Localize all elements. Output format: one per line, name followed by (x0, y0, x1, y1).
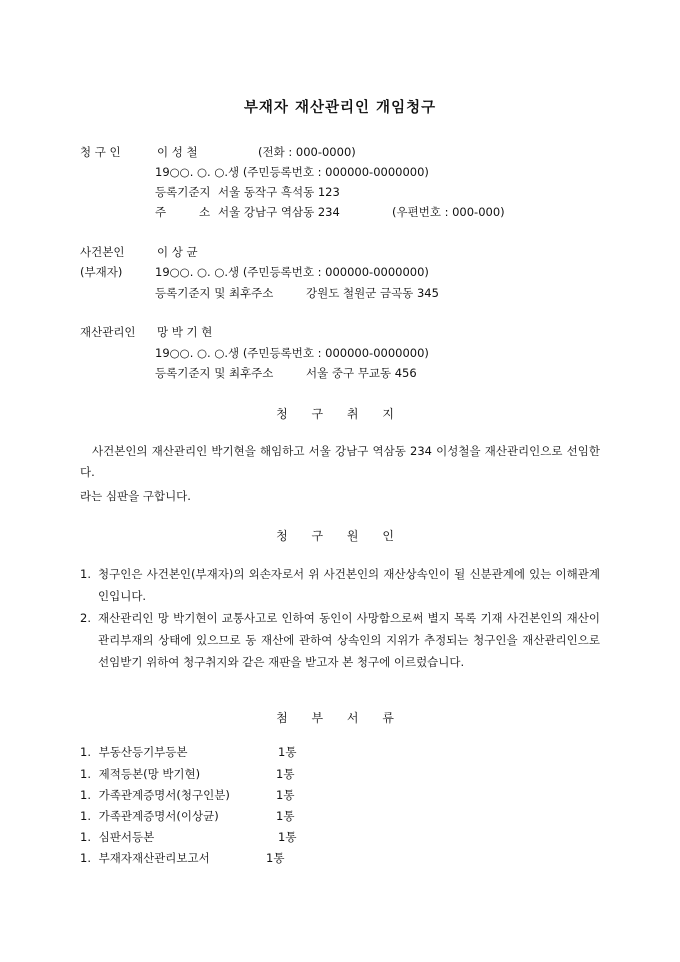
cause-item-number: 1. (80, 567, 91, 581)
administrator-birth: 19○○. ○. ○.생 (주민등록번호 : 000000-0000000) (155, 346, 429, 360)
attachment-item (80, 745, 297, 759)
attachment-number: 1. (80, 745, 91, 759)
purpose-paragraph: 사건본인의 재산관리인 박기현을 해임하고 서울 강남구 역삼동 234 이성철을 재산관리인으로 선임한다. (80, 444, 600, 479)
petitioner-phone: (전화 : 000-0000) (258, 145, 356, 159)
attachment-name: 부동산등기부등본 (98, 745, 188, 759)
attachment-count: 1통 (276, 767, 295, 781)
attachment-name: 부재자재산관리보고서 (98, 851, 210, 865)
attachment-count: 1통 (276, 809, 295, 823)
attachment-item (80, 809, 295, 823)
cause-item-text: 재산관리인 망 박기현이 교통사고로 인하여 동인이 사망함으로써 별지 목록 기재 사건본인의 재산이 관리부재의 상태에 있으므로 동 재산에 관하여 상속인의 지위가 추정되는 청구인을 재산관리인으로 선임받기 위하여 청구취지와 같은 재판을 받고자 본 청구에 이르렀습니다. (98, 611, 600, 669)
petitioner-name: 이 성 철 (157, 145, 198, 159)
document-title: 부재자 재산관리인 개임청구 (243, 100, 437, 116)
principal-name: 이 상 균 (157, 245, 198, 259)
administrator-reg-value: 서울 중구 무교동 456 (306, 366, 417, 380)
attachment-name: 심판서등본 (98, 830, 155, 844)
attachment-name: 가족관계증명서(이상균) (98, 809, 219, 823)
purpose-closing: 라는 심판을 구합니다. (80, 489, 191, 503)
attachments-heading: 첨 부 서 류 (276, 711, 404, 725)
attachment-item (80, 830, 297, 844)
cause-heading: 청 구 원 인 (276, 529, 404, 543)
attachment-number: 1. (80, 809, 91, 823)
principal-reg-label: 등록기준지 및 최후주소 (155, 286, 274, 300)
petitioner-birth: 19○○. ○. ○.생 (주민등록번호 : 000000-0000000) (155, 165, 429, 179)
administrator-name: 망 박 기 현 (157, 325, 213, 339)
attachment-item (80, 851, 285, 865)
principal-label-absentee: (부재자) (80, 265, 123, 279)
attachment-count: 1통 (276, 788, 295, 802)
attachment-count: 1통 (266, 851, 285, 865)
attachment-count: 1통 (278, 830, 297, 844)
attachment-number: 1. (80, 767, 91, 781)
petitioner-reg-value: 서울 동작구 흑석동 123 (218, 185, 340, 199)
petitioner-postal: (우편번호 : 000-000) (392, 205, 505, 219)
attachment-number: 1. (80, 788, 91, 802)
attachment-number: 1. (80, 851, 91, 865)
petitioner-addr-value: 서울 강남구 역삼동 234 (218, 205, 340, 219)
principal-label: 사건본인 (80, 245, 125, 259)
administrator-label: 재산관리인 (80, 325, 136, 339)
cause-item-text: 청구인은 사건본인(부재자)의 외손자로서 위 사건본인의 재산상속인이 될 신분관계에 있는 이해관계인입니다. (98, 567, 600, 603)
administrator-reg-label: 등록기준지 및 최후주소 (155, 366, 274, 380)
principal-birth: 19○○. ○. ○.생 (주민등록번호 : 000000-0000000) (155, 265, 429, 279)
petitioner-label: 청 구 인 (80, 145, 121, 159)
principal-reg-value: 강원도 철원군 금곡동 345 (306, 286, 439, 300)
petitioner-addr-label: 주 소 (155, 205, 211, 219)
attachment-number: 1. (80, 830, 91, 844)
attachment-name: 가족관계증명서(청구인분) (98, 788, 230, 802)
attachment-name: 제적등본(망 박기현) (98, 767, 201, 781)
cause-item-number: 2. (80, 611, 91, 625)
purpose-heading: 청 구 취 지 (276, 407, 404, 421)
petitioner-reg-label: 등록기준지 (155, 185, 211, 199)
attachment-count: 1통 (278, 745, 297, 759)
attachment-item (80, 788, 295, 802)
attachment-item (80, 767, 295, 781)
